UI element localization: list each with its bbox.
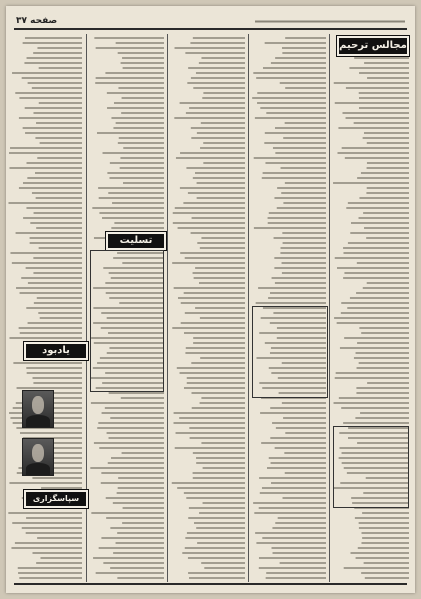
portrait-photo-2: [22, 438, 54, 476]
page-header: [14, 16, 407, 30]
banner-majales-tarhim: مجالس ترحيم: [337, 36, 409, 56]
newspaper-page: [6, 6, 415, 593]
notice-box: [333, 426, 409, 508]
column-3: [171, 34, 245, 582]
dateline: [255, 19, 405, 24]
banner-yadbood: يادبود: [24, 342, 88, 360]
column-rule: [167, 34, 168, 582]
banner-sepasgozari: سپاسگزاری: [24, 490, 88, 508]
column-rule: [248, 34, 249, 582]
column-rule: [329, 34, 330, 582]
portrait-photo-1: [22, 390, 54, 428]
notice-box: [252, 306, 328, 398]
page-number: صفحه ۳۷: [16, 16, 58, 26]
banner-tasliyat: تسليت: [106, 232, 166, 250]
text-placeholder: [171, 34, 245, 582]
notice-box: [90, 250, 164, 392]
page-footer-rule: [14, 583, 407, 585]
